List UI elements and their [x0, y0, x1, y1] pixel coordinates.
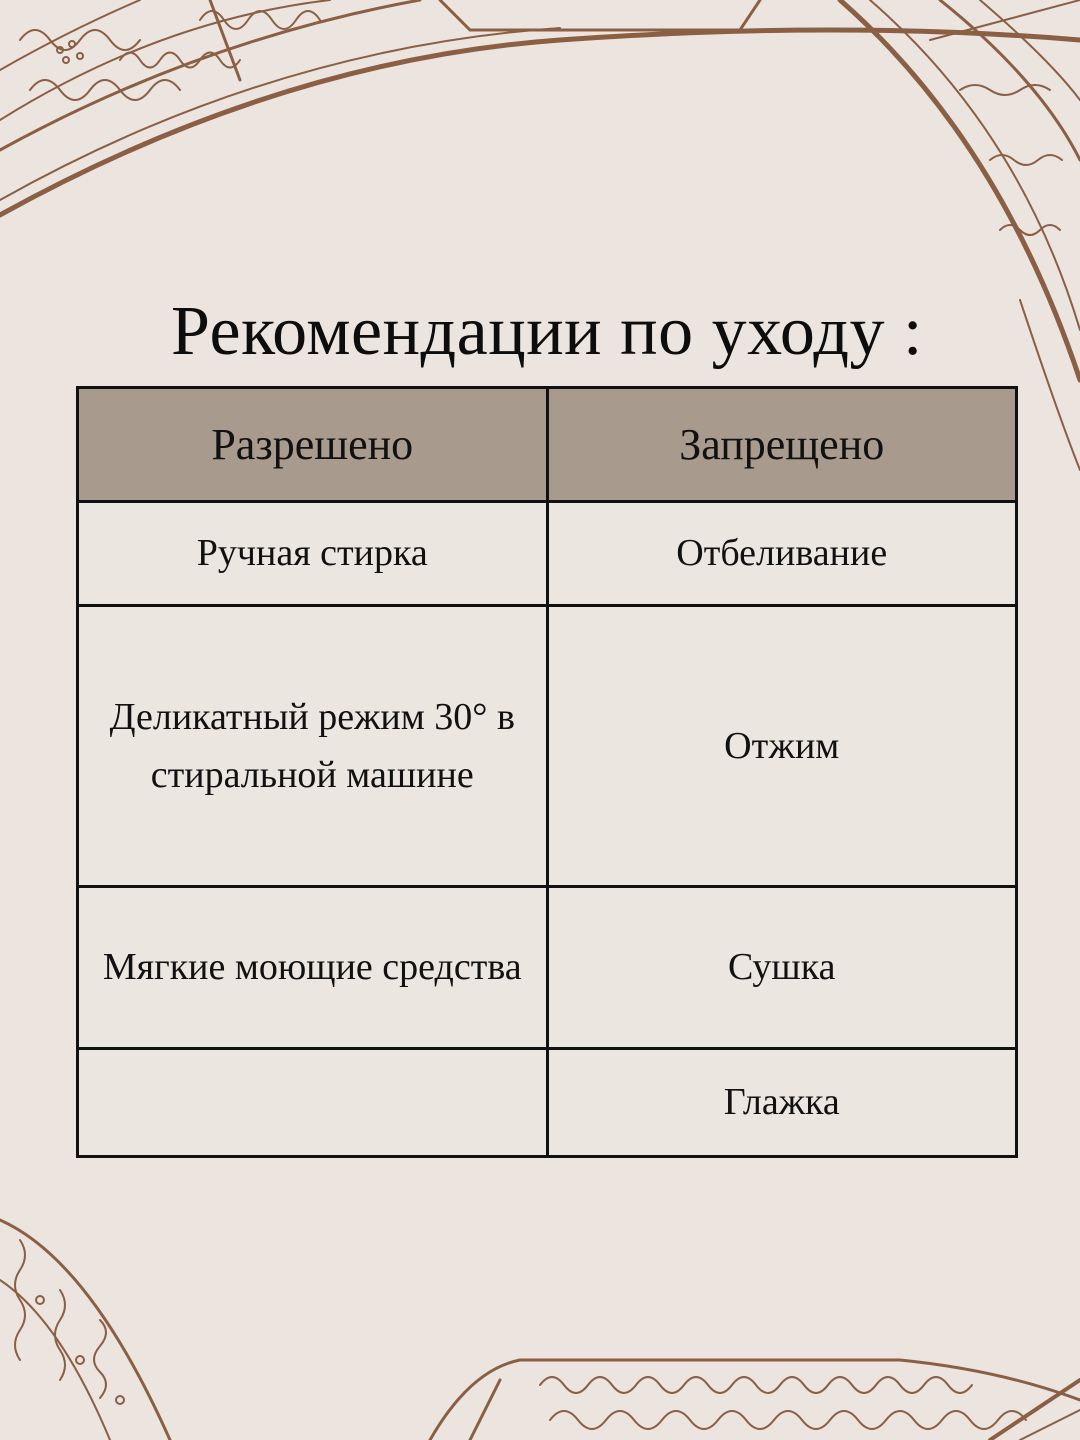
header-forbidden: Запрещено — [547, 388, 1017, 502]
table-row — [78, 1048, 1017, 1156]
allowed-cell-empty — [78, 1048, 548, 1156]
forbidden-cell: Отбеливание — [547, 502, 1017, 606]
table-header-row — [78, 388, 1017, 502]
allowed-cell: Мягкие моющие средства — [78, 886, 548, 1048]
page-title: Рекомендации по уходу : — [171, 293, 923, 370]
table-row — [78, 605, 1017, 886]
forbidden-cell: Глажка — [547, 1048, 1017, 1156]
header-allowed: Разрешено — [78, 388, 548, 502]
table-row — [78, 886, 1017, 1048]
table-row — [78, 502, 1017, 606]
forbidden-cell: Сушка — [547, 886, 1017, 1048]
allowed-cell: Ручная стирка — [78, 502, 548, 606]
forbidden-cell: Отжим — [547, 605, 1017, 886]
care-recommendations-table — [76, 386, 1018, 1158]
allowed-cell: Деликатный режим 30° в стиральной машине — [78, 605, 548, 886]
